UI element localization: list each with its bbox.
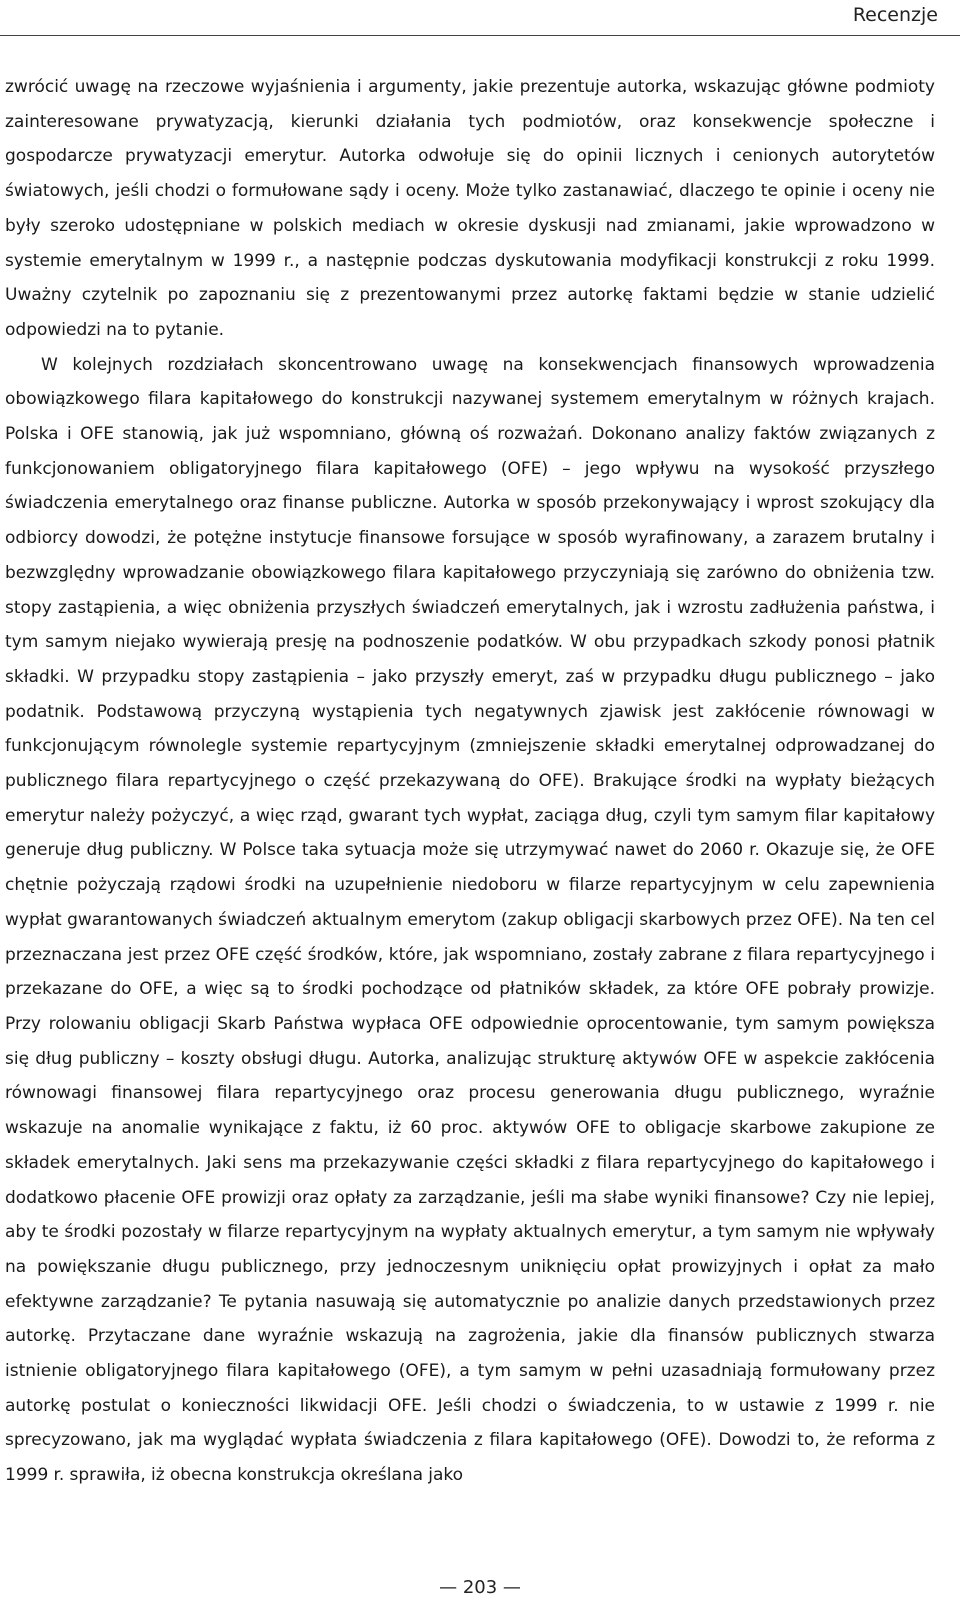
section-title: Recenzje <box>852 4 938 26</box>
article-body <box>5 70 935 1493</box>
running-header <box>0 0 960 36</box>
paragraph-continuation: zwrócić uwagę na rzeczowe wyjaśnienia i argumenty, jakie prezentuje autorka, wskazując główne podmioty zainteresowane prywatyzacją, kierunki działania tych podmiotów, oraz konsekwencje społeczne i gospodarcze prywatyzacji emerytur. Autorka odwołuje się do opinii licznych i cenionych autorytetów światowych, jeśli chodzi o formułowane sądy i oceny. Może tylko zastanawiać, dlaczego te opinie i oceny nie były szeroko udostępniane w polskich mediach w okresie dyskusji nad zmianami, jakie wprowadzono w systemie emerytalnym w 1999 r., a następnie podczas dyskutowania modyfikacji konstrukcji z roku 1999. Uważny czytelnik po zapoznaniu się z prezentowanymi przez autorkę faktami będzie w stanie udzielić odpowiedzi na to pytanie. <box>5 77 935 340</box>
page-number: — 203 — <box>439 1577 521 1598</box>
paragraph-ofe-consequences: W kolejnych rozdziałach skoncentrowano uwagę na konsekwencjach finansowych wprowadzenia obowiązkowego filara kapitałowego do konstrukcji nazywanej systemem emerytalnym w różnych krajach. Polska i OFE stanowią, jak już wspomniano, główną oś rozważań. Dokonano analizy faktów związanych z funkcjonowaniem obligatoryjnego filara kapitałowego (OFE) – jego wpływu na wysokość przyszłego świadczenia emerytalnego oraz finanse publiczne. Autorka w sposób przekonywający i wprost szokujący dla odbiorcy dowodzi, że potężne instytucje finansowe forsujące w sposób wyrafinowany, a zarazem brutalny i bezwzględny wprowadzanie obowiązkowego filara kapitałowego przyczyniają się zarówno do obniżenia tzw. stopy zastąpienia, a więc obniżenia przyszłych świadczeń emerytalnych, jak i wzrostu zadłużenia państwa, i tym samym niejako wywierają presję na podnoszenie podatków. W obu przypadkach szkody ponosi płatnik składki. W przypadku stopy zastąpienia – jako przyszły emeryt, zaś w przypadku długu publicznego – jako podatnik. Podstawową przyczyną wystąpienia tych negatywnych zjawisk jest zakłócenie równowagi w funkcjonującym równolegle systemie repartycyjnym (zmniejszenie składki emerytalnej odprowadzanej do publicznego filara repartycyjnego o część przekazywaną do OFE). Brakujące środki na wypłaty bieżących emerytur należy pożyczyć, a więc rząd, gwarant tych wypłat, zaciąga dług, czyli tym samym filar kapitałowy generuje dług publiczny. W Polsce taka sytuacja może się utrzymywać nawet do 2060 r. Okazuje się, że OFE chętnie pożyczają rządowi środki na uzupełnienie niedoboru w filarze repartycyjnym w celu zapewnienia wypłat gwarantowanych świadczeń aktualnym emerytom (zakup obligacji skarbowych przez OFE). Na ten cel przeznaczana jest przez OFE część środków, które, jak wspomniano, zostały zabrane z filara repartycyjnego i przekazane do OFE, a więc są to środki pochodzące od płatników składek, za które OFE pobrały prowizje. Przy rolowaniu obligacji Skarb Państwa wypłaca OFE odpowiednie oprocentowanie, tym samym powiększa się dług publiczny – koszty obsługi długu. Autorka, analizując strukturę aktywów OFE w aspekcie zakłócenia równowagi finansowej filara repartycyjnego oraz procesu generowania długu publicznego, wyraźnie wskazuje na anomalie wynikające z faktu, iż 60 proc. aktywów OFE to obligacje skarbowe zakupione ze składek emerytalnych. Jaki sens ma przekazywanie części składki z filara repartycyjnego do kapitałowego i dodatkowo płacenie OFE prowizji oraz opłaty za zarządzanie, jeśli ma słabe wyniki finansowe? Czy nie lepiej, aby te środki pozostały w filarze repartycyjnym na wypłaty aktualnych emerytur, a tym samym nie wpływały na powiększanie długu publicznego, przy jednoczesnym uniknięciu opłat prowizyjnych i opłat za mało efektywne zarządzanie? Te pytania nasuwają się automatycznie po analizie danych przedstawionych przez autorkę. Przytaczane dane wyraźnie wskazują na zagrożenia, jakie dla finansów publicznych stwarza istnienie obligatoryjnego filara kapitałowego (OFE), a tym samym w pełni uzasadniają formułowany przez autorkę postulat o konieczności likwidacji OFE. Jeśli chodzi o świadczenia, to w ustawie z 1999 r. nie sprecyzowano, jak ma wyglądać wypłata świadczenia z filara kapitałowego (OFE). Dowodzi to, że reforma z 1999 r. sprawiła, iż obecna konstrukcja określana jako <box>5 354 935 1486</box>
header-rule <box>0 35 960 36</box>
